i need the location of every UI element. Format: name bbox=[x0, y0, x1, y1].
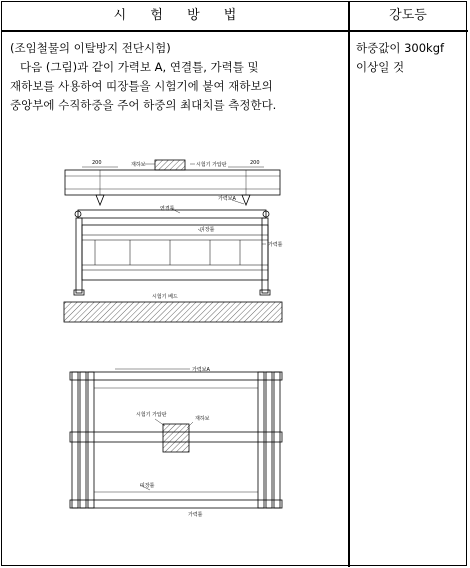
plan-loading-frame-label: 가력틀 bbox=[188, 512, 203, 518]
loading-frame-label: 가력틀 bbox=[268, 242, 283, 248]
elevation-labels bbox=[92, 160, 283, 300]
loading-beam-label: 재하보 bbox=[131, 162, 146, 168]
method-line: 중앙부에 수직하중을 주어 하중의 최대치를 측정한다. bbox=[10, 98, 277, 112]
header-char: 시 bbox=[113, 8, 127, 23]
plan-waler-frame-label: 띠장틀 bbox=[140, 483, 155, 489]
plan-test-plate bbox=[163, 424, 189, 452]
plan-loading-beam-a bbox=[70, 372, 282, 380]
loading-beam-a-label: 가력보A bbox=[218, 196, 236, 202]
plan-drawing bbox=[70, 369, 282, 508]
method-title: (조임철물의 이탈방지 전단시험) bbox=[10, 41, 171, 55]
plan-loading-beam-a-label: 가력보A bbox=[192, 367, 210, 373]
plan-loading-frame bbox=[70, 500, 282, 508]
strength-line: 이상일 것 bbox=[356, 60, 405, 74]
test-bed bbox=[64, 302, 282, 322]
header-strength: 강도등 bbox=[389, 8, 427, 23]
test-bed-label: 시험기 베드 bbox=[152, 294, 178, 300]
method-line: 재하보를 사용하여 띠장틀을 시험기에 붙여 재하보의 bbox=[10, 79, 273, 93]
waler-frame-label: 띠장틀 bbox=[200, 227, 215, 233]
header-char: 방 bbox=[187, 8, 200, 23]
connect-frame-label: 연결틀 bbox=[160, 206, 175, 212]
loading-beam bbox=[65, 170, 280, 195]
strength-line: 하중값이 300kgf bbox=[356, 41, 445, 55]
plan-test-plate-label: 시험기 가압판 bbox=[136, 412, 167, 418]
header-char: 법 bbox=[223, 8, 237, 23]
dim-right-label: 200 bbox=[250, 160, 260, 166]
header-char: 험 bbox=[150, 8, 163, 23]
plan-loading-beam-label: 재하보 bbox=[195, 416, 210, 422]
method-line: 다음 (그림)과 같이 가력보 A, 연결틀, 가력틀 및 bbox=[20, 60, 259, 74]
test-plate-label: 시험기 가압판 bbox=[196, 162, 227, 168]
dim-left-label: 200 bbox=[92, 160, 102, 166]
test-plate bbox=[155, 160, 185, 170]
